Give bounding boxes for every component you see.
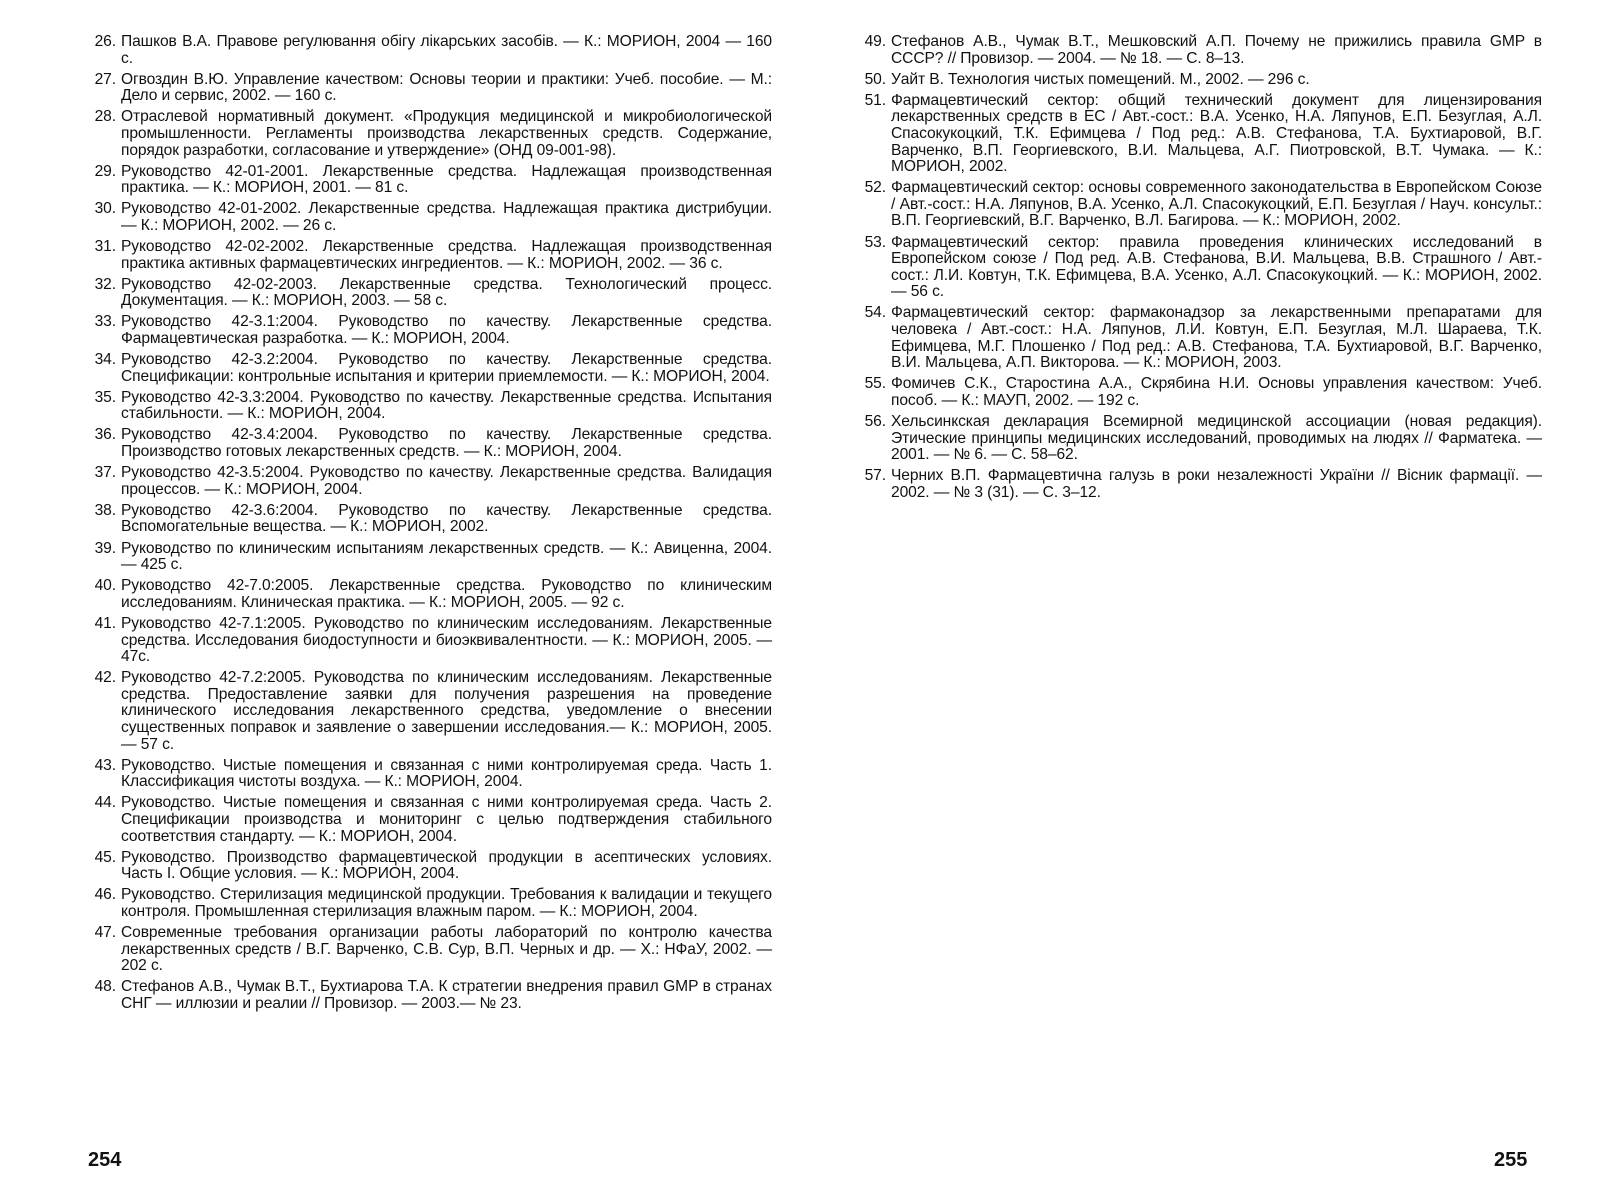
reference-number: 44. — [94, 794, 116, 812]
page-number-right: 255 — [1494, 1149, 1528, 1171]
reference-text: Руководство. Производство фармацевтической продукции в асептических условиях. Часть I. Общие условия. — К.: МОРИОН, 2004. — [121, 848, 772, 883]
reference-item — [82, 503, 772, 536]
reference-item — [82, 465, 772, 498]
reference-text: Огвоздин В.Ю. Управление качеством: Основы теории и практики: Учеб. пособие. — М.: Дело и сервис, 2002. — 160 с. — [121, 70, 772, 105]
reference-item — [82, 795, 772, 845]
reference-text: Отраслевой нормативный документ. «Продукция медицинской и микробиологической промышленности. Регламенты производства лекарственных средств. Содержание, порядок разработки, согласование и утверждение» (ОНД 09-001-98). — [121, 108, 772, 159]
reference-text: Руководство 42-02-2003. Лекарственные средства. Технологический процесс. Документация. — К.: МОРИОН, 2003. — 58 с. — [121, 275, 772, 310]
reference-item — [82, 670, 772, 753]
reference-number: 31. — [94, 238, 116, 256]
reference-text: Руководство 42-7.0:2005. Лекарственные средства. Руководство по клиническим исследованиям. Клиническая практика. — К.: МОРИОН, 2005. — 92 с. — [121, 577, 772, 611]
reference-text: Руководство по клиническим испытаниям лекарственных средств. — К.: Авиценна, 2004. — 425 с. — [121, 539, 772, 574]
reference-item — [852, 180, 1542, 230]
reference-item — [82, 578, 772, 611]
reference-list-right — [852, 34, 1542, 501]
reference-item — [852, 414, 1542, 464]
reference-item — [82, 34, 772, 67]
reference-item — [82, 390, 772, 423]
reference-text: Руководство 42-3.4:2004. Руководство по качеству. Лекарственные средства. Производство готовых лекарственных средств. — К.: МОРИОН, 2004. — [121, 426, 772, 461]
reference-item — [82, 277, 772, 310]
reference-number: 34. — [94, 351, 116, 369]
reference-text: Фомичев С.К., Старостина А.А., Скрябина Н.И. Основы управления качеством: Учеб. пособ. — К.: МАУП, 2002. — 192 с. — [891, 375, 1542, 409]
reference-number: 49. — [864, 33, 886, 50]
reference-text: Руководство 42-01-2002. Лекарственные средства. Надлежащая практика дистрибуции. — К.: МОРИОН, 2002. — 26 с. — [121, 200, 772, 234]
reference-text: Пашков В.А. Правове регулювання обігу лікарських засобів. — К.: МОРИОН, 2004 — 160 с. — [121, 33, 772, 67]
reference-text: Черних В.П. Фармацевтична галузь в роки незалежності України // Вісник фармації. — 2002. — № 3 (31). — С. 3–12. — [891, 467, 1542, 501]
reference-number: 47. — [94, 924, 116, 941]
reference-number: 30. — [94, 200, 116, 218]
reference-text: Руководство 42-3.1:2004. Руководство по качеству. Лекарственные средства. Фармацевтическая разработка. — К.: МОРИОН, 2004. — [121, 313, 772, 347]
reference-text: Руководство 42-3.3:2004. Руководство по качеству. Лекарственные средства. Испытания стабильности. — К.: МОРИОН, 2004. — [121, 388, 772, 423]
reference-number: 54. — [864, 304, 886, 322]
reference-number: 48. — [94, 978, 116, 996]
reference-item — [82, 758, 772, 791]
reference-item — [82, 616, 772, 666]
reference-text: Фармацевтический сектор: основы современного законодательства в Европейском Союзе / Авт.-сост.: Н.А. Ляпунов, В.А. Усенко, А.Л. Спасокукоцкий, Е.П. Безуглая / Науч. консульт.: В.П. Георгиевский, В.Г. Варченко, В.Л. Багирова. — К.: МОРИОН, 2002. — [891, 179, 1542, 230]
reference-text: Руководство. Стерилизация медицинской продукции. Требования к валидации и текущего контроля. Промышленная стерилизация влажным паром. — К.: МОРИОН, 2004. — [121, 886, 772, 920]
reference-item — [852, 34, 1542, 67]
reference-text: Руководство 42-3.6:2004. Руководство по качеству. Лекарственные средства. Вспомогательные вещества. — К.: МОРИОН, 2002. — [121, 501, 772, 536]
reference-number: 39. — [94, 539, 116, 557]
reference-number: 57. — [864, 467, 886, 485]
reference-text: Уайт В. Технология чистых помещений. М., 2002. — 296 с. — [891, 70, 1310, 88]
reference-number: 41. — [94, 614, 116, 632]
reference-item — [852, 72, 1542, 89]
reference-text: Руководство 42-3.2:2004. Руководство по качеству. Лекарственные средства. Спецификации: контрольные испытания и критерии приемлемости. — К.: МОРИОН, 2004. — [121, 351, 772, 385]
reference-number: 51. — [864, 91, 886, 109]
reference-text: Фармацевтический сектор: общий технический документ для лицензирования лекарственных средств в ЕС / Авт.-сост.: В.А. Усенко, Н.А. Ляпунов, Е.П. Безуглая, А.Л. Спасокукоцкий, Т.К. Ефимцева / Под ред.: А.В. Стефанова, Т.А. Бухтиаровой, В.Г. Варченко, В.П. Георгиевского, В.И. Мальцева, А.Г. Пиотровской, В.Т. Чумака. — К.: МОРИОН, 2002. — [891, 91, 1542, 176]
reference-number: 32. — [94, 275, 116, 293]
reference-number: 42. — [94, 669, 116, 687]
reference-number: 53. — [864, 233, 886, 251]
reference-item — [82, 541, 772, 574]
reference-item — [82, 72, 772, 105]
reference-text: Руководство 42-7.1:2005. Руководство по клиническим исследованиям. Лекарственные средства. Исследования биодоступности и биоэквивалентности. — К.: МОРИОН, 2005. — 47с. — [121, 614, 772, 666]
reference-number: 37. — [94, 464, 116, 482]
reference-number: 45. — [94, 848, 116, 866]
reference-number: 55. — [864, 375, 886, 393]
reference-number: 35. — [94, 388, 116, 406]
reference-number: 28. — [94, 108, 116, 126]
reference-number: 27. — [94, 70, 116, 88]
reference-list-left — [82, 34, 772, 1012]
reference-number: 38. — [94, 501, 116, 519]
reference-item — [82, 314, 772, 347]
reference-number: 43. — [94, 756, 116, 774]
reference-text: Руководство 42-3.5:2004. Руководство по качеству. Лекарственные средства. Валидация процессов. — К.: МОРИОН, 2004. — [121, 464, 772, 498]
reference-item — [82, 352, 772, 385]
reference-number: 26. — [94, 33, 116, 50]
reference-text: Руководство. Чистые помещения и связанная с ними контролируемая среда. Часть 2. Спецификации производства и мониторинг с целью подтверждения стабильного соответствия стандарту. — К.: МОРИОН, 2004. — [121, 794, 772, 845]
reference-text: Хельсинкская декларация Всемирной медицинской ассоциации (новая редакция). Этические принципы медицинских исследований, проводимых на людях // Фарматека. — 2001. — № 6. — С. 58–62. — [891, 412, 1542, 464]
left-page — [82, 34, 772, 1017]
reference-text: Стефанов А.В., Чумак В.Т., Бухтиарова Т.А. К стратегии внедрения правил GMP в странах СНГ — иллюзии и реалии // Провизор. — 2003.— № 23. — [121, 978, 772, 1012]
reference-number: 50. — [864, 70, 886, 88]
reference-text: Руководство 42-7.2:2005. Руководства по клиническим исследованиям. Лекарственные средства. Предоставление заявки для получения разрешения на проведение клинического исследования лекарственного средства, уведомление о внесении существенных поправок и заявление о завершении исследования.— К.: МОРИОН, 2005. — 57 с. — [121, 669, 772, 753]
reference-text: Фармацевтический сектор: правила проведения клинических исследований в Европейском союзе / Под ред. А.В. Стефанова, В.И. Мальцева, В.В. Страшного / Авт.-сост.: Л.И. Ковтун, Т.К. Ефимцева, В.А. Усенко, А.Л. Спасокукоцкий. — К.: МОРИОН, 2002. — 56 с. — [891, 233, 1542, 301]
reference-item — [82, 201, 772, 234]
reference-item — [82, 164, 772, 197]
reference-item — [82, 850, 772, 883]
reference-number: 36. — [94, 426, 116, 444]
reference-item — [82, 979, 772, 1012]
reference-text: Современные требования организации работы лабораторий по контролю качества лекарственных средств / В.Г. Варченко, С.В. Сур, В.П. Черных и др. — Х.: НФаУ, 2002. — 202 с. — [121, 924, 772, 975]
reference-number: 29. — [94, 162, 116, 180]
reference-item — [852, 305, 1542, 371]
reference-item — [82, 427, 772, 460]
reference-text: Фармацевтический сектор: фармаконадзор за лекарственными препаратами для человека / Авт.-сост.: Н.А. Ляпунов, Л.И. Ковтун, Е.П. Безуглая, М.Л. Шараева, Т.К. Ефимцева, М.Г. Плошенко / Под ред.: А.В. Стефанова, Т.А. Бухтиаровой, В.Г. Варченко, В.И. Мальцева, А.П. Викторова. — К.: МОРИОН, 2003. — [891, 304, 1542, 372]
reference-number: 52. — [864, 179, 886, 197]
reference-number: 56. — [864, 412, 886, 430]
reference-number: 46. — [94, 886, 116, 904]
reference-item — [82, 887, 772, 920]
reference-text: Руководство. Чистые помещения и связанная с ними контролируемая среда. Часть 1. Классификация чистоты воздуха. — К.: МОРИОН, 2004. — [121, 756, 772, 791]
right-page — [852, 34, 1542, 506]
reference-text: Руководство 42-01-2001. Лекарственные средства. Надлежащая производственная практика. — К.: МОРИОН, 2001. — 81 с. — [121, 162, 772, 197]
reference-item — [852, 93, 1542, 176]
page-number-left: 254 — [88, 1149, 122, 1171]
reference-item — [82, 239, 772, 272]
reference-item — [82, 109, 772, 159]
reference-text: Стефанов А.В., Чумак В.Т., Мешковский А.П. Почему не прижились правила GMP в СССР? // Провизор. — 2004. — № 18. — С. 8–13. — [891, 33, 1542, 67]
reference-item — [82, 925, 772, 975]
reference-item — [852, 376, 1542, 409]
reference-text: Руководство 42-02-2002. Лекарственные средства. Надлежащая производственная практика активных фармацевтических ингредиентов. — К.: МОРИОН, 2002. — 36 с. — [121, 238, 772, 272]
reference-number: 33. — [94, 313, 116, 331]
reference-number: 40. — [94, 577, 116, 595]
reference-item — [852, 468, 1542, 501]
reference-item — [852, 235, 1542, 301]
